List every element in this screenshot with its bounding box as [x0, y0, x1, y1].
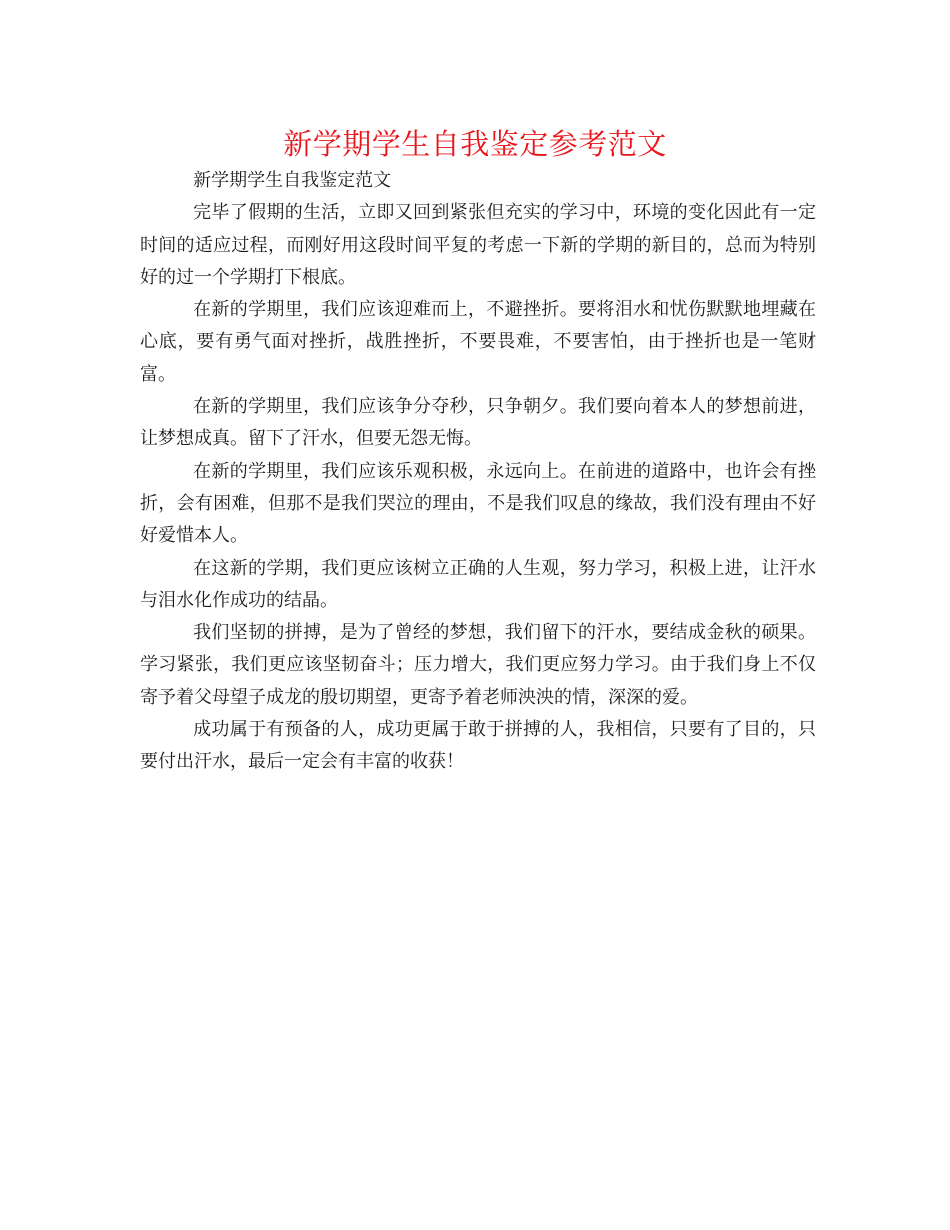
document-title: 新学期学生自我鉴定参考范文	[283, 127, 667, 161]
document-body	[140, 165, 816, 779]
paragraph-1: 完毕了假期的生活，立即又回到紧张但充实的学习中，环境的变化因此有一定时间的适应过程，而刚好用这段时间平复的考虑一下新的学期的新目的，总而为特别好的过一个学期打下根底。	[140, 202, 816, 288]
paragraph-6: 我们坚韧的拼搏，是为了曾经的梦想，我们留下的汗水，要结成金秋的硕果。学习紧张，我们更应该坚韧奋斗；压力增大，我们更应努力学习。由于我们身上不仅寄予着父母望子成龙的殷切期望，更寄予着老师泱泱的情，深深的爱。	[140, 622, 816, 708]
paragraph-2: 在新的学期里，我们应该迎难而上，不避挫折。要将泪水和忧伤默默地埋藏在心底，要有勇气面对挫折，战胜挫折，不要畏难，不要害怕，由于挫折也是一笔财富。	[140, 299, 816, 385]
paragraph-3: 在新的学期里，我们应该争分夺秒，只争朝夕。我们要向着本人的梦想前进，让梦想成真。留下了汗水，但要无怨无悔。	[140, 396, 816, 450]
document-subtitle: 新学期学生自我鉴定范文	[193, 170, 392, 191]
paragraph-5: 在这新的学期，我们更应该树立正确的人生观，努力学习，积极上进，让汗水与泪水化作成功的结晶。	[140, 557, 816, 611]
paragraph-7: 成功属于有预备的人，成功更属于敢于拼搏的人，我相信，只要有了目的，只要付出汗水，最后一定会有丰富的收获！	[140, 719, 816, 773]
paragraph-4: 在新的学期里，我们应该乐观积极，永远向上。在前进的道路中，也许会有挫折，会有困难，但那不是我们哭泣的理由，不是我们叹息的缘故，我们没有理由不好好爱惜本人。	[140, 460, 816, 547]
